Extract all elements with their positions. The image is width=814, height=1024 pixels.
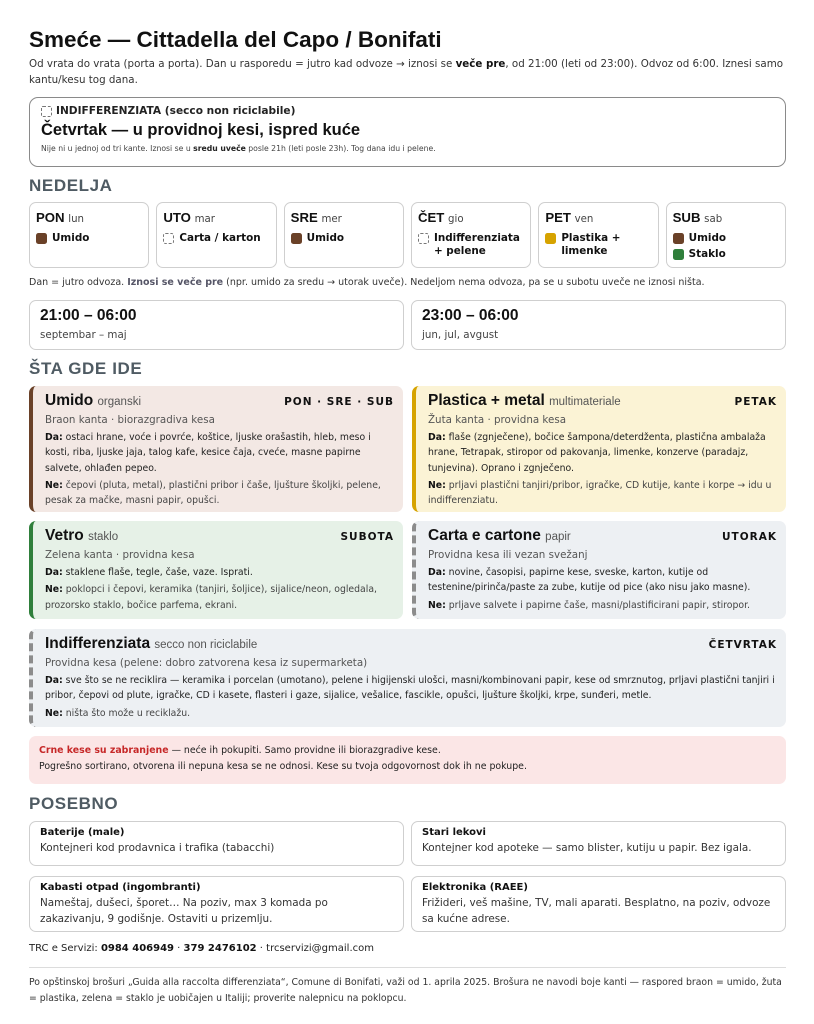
time-window-summer: 23:00 – 06:00 jun, jul, avgust [411, 300, 786, 350]
card-umido [29, 386, 403, 512]
page [29, 26, 786, 1006]
card-sub: Žuta kanta · providna kesa [428, 414, 567, 426]
special-bulky: Kabasti otpad (ingombranti) Nameštaj, dušeci, šporet… Na poziv, max 3 komada po zakazivanju, 9 godišnje. Ostaviti u prizemlju. [29, 876, 404, 932]
card-no: Ne: poklopci i čepovi, keramika (tanjiri, šoljice), sijalice/neon, ogledala, prozorsko staklo, bočice parfema, ekrani. [45, 584, 377, 611]
card-sub: Braon kanta · biorazgradiva kesa [45, 414, 215, 426]
sorting-row-3 [29, 629, 786, 727]
card-no: Ne: prljave salvete i papirne čaše, masni/plastificirani papir, stiropor. [428, 599, 750, 611]
footer-note: Po opštinskoj brošuri „Guida alla raccolta differenziata“, Comune di Bonifati, važi od 1. aprila 2025. Brošura ne navodi boje kanti — raspored braon = umido, žuta = plastika, zelena = staklo je uobičajen u Italiji; proverite nalepnicu na poklopcu. [29, 967, 786, 1006]
card-yes: Da: flaše (zgnječene), bočice šampona/deterdženta, plastična ambalaža hrane, Tetrapak, stiropor od pakovanja, limenke, konzerve (paradajz, tunjevina). Oprano i zgnječeno. [428, 432, 766, 474]
day-item: Staklo [673, 248, 779, 261]
sorting-heading: ŠTA GDE IDE [29, 359, 143, 378]
card-day: PON · SRE · SUB [284, 396, 394, 408]
hero-kicker: INDIFFERENZIATA (secco non riciclabile) [41, 105, 773, 117]
phone-2[interactable]: 379 2476102 [183, 943, 257, 954]
hero-note: Nije ni u jednoj od tri kante. Iznosi se u sredu uveče posle 21h (leti posle 23h). Tog dana idu i pelene. [41, 144, 436, 153]
card-sub: Providna kesa ili vezan svežanj [428, 549, 588, 561]
day-head: PET ven [545, 210, 594, 225]
card-title: Umido organski [45, 392, 141, 409]
brown-bin-icon [36, 233, 47, 244]
card-yes: Da: sve što se ne reciklira — keramika i porcelan (umotano), pelene i higijenski ulošci, masni/kombinovani papir, kese od smrznutog, prljavi plastični tanjiri i pribor, čepovi od plute, igračke, CD i kasete, flasteri i gaze, sijalice, vešalice, fascikle, opušci, ljušture školjki, krpe, sunđeri, metle. [45, 675, 775, 702]
day-head: SUB sab [672, 210, 723, 225]
dashed-bag-icon [418, 233, 429, 244]
day-item: Umido [36, 232, 142, 245]
card-title: Plastica + metal multimateriale [428, 392, 621, 409]
week-heading: NEDELJA [29, 176, 113, 195]
day-head: UTO mar [163, 210, 215, 225]
week-note: Dan = jutro odvoza. Iznosi se veče pre (npr. umido za sredu → utorak uveče). Nedeljom nema odvoza, pa se u subotu uveče ne iznosi ništa. [29, 277, 705, 288]
special-medicines: Stari lekovi Kontejner kod apoteke — samo blister, kutiju u papir. Bez igala. [411, 821, 786, 866]
day-item: Indifferenziata + pelene [418, 232, 524, 258]
day-item: Umido [291, 232, 397, 245]
card-no: Ne: prljavi plastični tanjiri/pribor, igračke, CD kutije, kante i korpe → idu u indifferenziatu. [428, 479, 772, 507]
special-electronics: Elektronika (RAEE) Frižideri, veš mašine, TV, mali aparati. Besplatno, na poziv, odvoze sa kućne adrese. [411, 876, 786, 932]
warning-box [29, 736, 786, 784]
card-vetro [29, 521, 403, 619]
card-yes: Da: staklene flaše, tegle, čaše, vaze. Isprati. [45, 567, 253, 578]
card-day: UTORAK [722, 531, 777, 543]
email-link[interactable]: trcservizi@gmail.com [266, 943, 374, 954]
phone-1[interactable]: 0984 406949 [100, 943, 174, 954]
special-heading: POSEBNO [29, 794, 119, 813]
sorting-row-1 [29, 386, 786, 512]
green-bin-icon [673, 249, 684, 260]
card-title: Vetro staklo [45, 527, 119, 544]
day-sre [284, 202, 404, 268]
card-yes: Da: novine, časopisi, papirne kese, sveske, karton, kutije od testenine/pirinča/paste za zube, kutije od pice (ako nisu jako masne). [428, 567, 751, 594]
card-plastica [412, 386, 786, 512]
page-title: Smeće — Cittadella del Capo / Bonifati [29, 27, 442, 52]
card-indifferenziata [29, 629, 786, 727]
day-pet [538, 202, 658, 268]
card-yes: Da: ostaci hrane, voće i povrće, koštice, ljuske orašastih, hleb, meso i kosti, riba, ljuske jaja, talog kafe, kesice čaja, cveće, masne papirne salvete, ohlađen pepeo. [45, 432, 371, 474]
day-item: Umido [673, 232, 779, 245]
card-day: PETAK [734, 396, 777, 408]
day-pon [29, 202, 149, 268]
warning-line-2: Pogrešno sortirano, otvorena ili nepuna kesa se ne odnosi. Kese su tvoja odgovornost dok ih ne pokupe. [39, 760, 527, 772]
card-title: Carta e cartone papir [428, 527, 571, 544]
brown-bin-icon [673, 233, 684, 244]
contact-line: TRC e Servizi: 0984 406949 · 379 2476102 · trcservizi@gmail.com [29, 943, 374, 954]
card-sub: Zelena kanta · providna kesa [45, 549, 195, 561]
brown-bin-icon [291, 233, 302, 244]
card-title: Indifferenziata secco non riciclabile [45, 635, 258, 652]
card-carta [412, 521, 786, 619]
day-sub [666, 202, 786, 268]
dashed-bag-icon [41, 106, 52, 117]
day-item: Carta / karton [163, 232, 269, 245]
day-head: SRE mer [290, 210, 342, 225]
time-window-winter: 21:00 – 06:00 septembar – maj [29, 300, 404, 350]
day-cet [411, 202, 531, 268]
dashed-bag-icon [163, 233, 174, 244]
special-batteries: Baterije (male) Kontejneri kod prodavnica i trafika (tabacchi) [29, 821, 404, 866]
card-day: SUBOTA [340, 531, 394, 543]
day-uto [156, 202, 276, 268]
card-no: Ne: ništa što može u reciklažu. [45, 707, 191, 719]
card-day: ČETVRTAK [708, 639, 777, 651]
week-days [29, 202, 786, 268]
card-sub: Providna kesa (pelene: dobro zatvorena kesa iz supermarketa) [45, 657, 368, 669]
day-head: PON lun [36, 210, 84, 225]
intro-text: Od vrata do vrata (porta a porta). Dan u rasporedu = jutro kad odvoze → iznosi se veče pre, od 21:00 (leti od 23:00). Odvoz od 6:00. Iznesi samo kantu/kesu tog dana. [29, 58, 784, 86]
card-no: Ne: čepovi (pluta, metal), plastični pribor i čaše, ljušture školjki, pelene, pesak za mačke, masni papir, opušci. [45, 479, 381, 507]
day-item: Plastika + limenke [545, 232, 651, 258]
yellow-bin-icon [545, 233, 556, 244]
special-grid [29, 821, 786, 932]
hero-box [29, 97, 786, 167]
time-windows [29, 300, 786, 350]
day-head: ČET gio [417, 210, 464, 225]
warning-line-1: Crne kese su zabranjene — neće ih pokupiti. Samo providne ili biorazgradive kese. [39, 745, 441, 756]
sorting-row-2 [29, 521, 786, 619]
hero-title: Četvrtak — u providnoj kesi, ispred kuće [41, 121, 361, 139]
